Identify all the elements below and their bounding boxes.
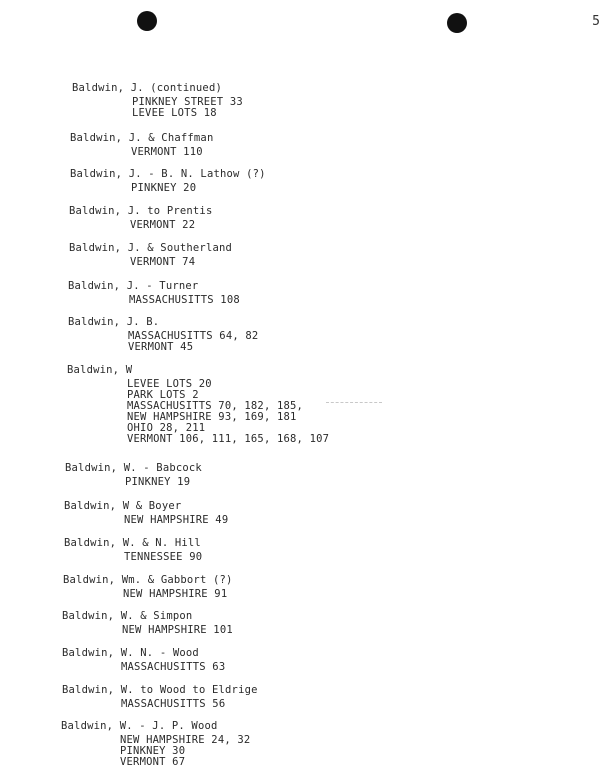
entry-name: Baldwin, W. - J. P. Wood [61, 720, 218, 732]
entry-location: OHIO 28, 211 [127, 422, 206, 434]
entry-name: Baldwin, W [67, 364, 133, 376]
entry-location: TENNESSEE 90 [124, 551, 203, 563]
entry-name: Baldwin, W. & N. Hill [64, 537, 201, 549]
entry-name: Baldwin, J. (continued) [72, 82, 222, 94]
entry-location: MASSACHUSITTS 63 [121, 661, 226, 673]
entry-location: VERMONT 110 [131, 146, 203, 158]
entry-location: NEW HAMPSHIRE 24, 32 [120, 734, 251, 746]
entry-location: LEVEE LOTS 20 [127, 378, 212, 390]
entry-location: PINKNEY 19 [125, 476, 191, 488]
entry-location: PINKNEY STREET 33 [132, 96, 243, 108]
page-number: 5 [592, 14, 600, 29]
entry-name: Baldwin, W. & Simpon [62, 610, 193, 622]
punch-hole-right [447, 13, 467, 33]
entry-location: PARK LOTS 2 [127, 389, 199, 401]
entry-location: MASSACHUSITTS 64, 82 [128, 330, 259, 342]
entry-location: MASSACHUSITTS 108 [129, 294, 240, 306]
punch-hole-left [137, 11, 157, 31]
entry-name: Baldwin, W. - Babcock [65, 462, 202, 474]
entry-location: NEW HAMPSHIRE 93, 169, 181 [127, 411, 297, 423]
entry-location: PINKNEY 20 [131, 182, 197, 194]
entry-location: VERMONT 67 [120, 756, 186, 768]
entry-name: Baldwin, J. to Prentis [69, 205, 213, 217]
entry-location: NEW HAMPSHIRE 101 [122, 624, 233, 636]
entry-location: VERMONT 45 [128, 341, 194, 353]
entry-location: MASSACHUSITTS 70, 182, 185, [127, 400, 304, 412]
entry-name: Baldwin, J. B. [68, 316, 160, 328]
entry-name: Baldwin, J. - Turner [68, 280, 199, 292]
entry-location: PINKNEY 30 [120, 745, 186, 757]
entry-name: Baldwin, W. N. - Wood [62, 647, 199, 659]
entry-name: Baldwin, W & Boyer [64, 500, 182, 512]
entry-name: Baldwin, J. & Southerland [69, 242, 233, 254]
entry-location: VERMONT 22 [130, 219, 196, 231]
entry-name: Baldwin, J. - B. N. Lathow (?) [70, 168, 266, 180]
entry-name: Baldwin, W. to Wood to Eldrige [62, 684, 258, 696]
entry-location: MASSACHUSITTS 56 [121, 698, 226, 710]
entry-location: NEW HAMPSHIRE 91 [123, 588, 228, 600]
entry-location: VERMONT 106, 111, 165, 168, 107 [127, 433, 330, 445]
entry-name: Baldwin, J. & Chaffman [70, 132, 214, 144]
scan-mark [326, 402, 382, 404]
entry-location: LEVEE LOTS 18 [132, 107, 217, 119]
entry-name: Baldwin, Wm. & Gabbort (?) [63, 574, 233, 586]
entry-location: NEW HAMPSHIRE 49 [124, 514, 229, 526]
entry-location: VERMONT 74 [130, 256, 196, 268]
